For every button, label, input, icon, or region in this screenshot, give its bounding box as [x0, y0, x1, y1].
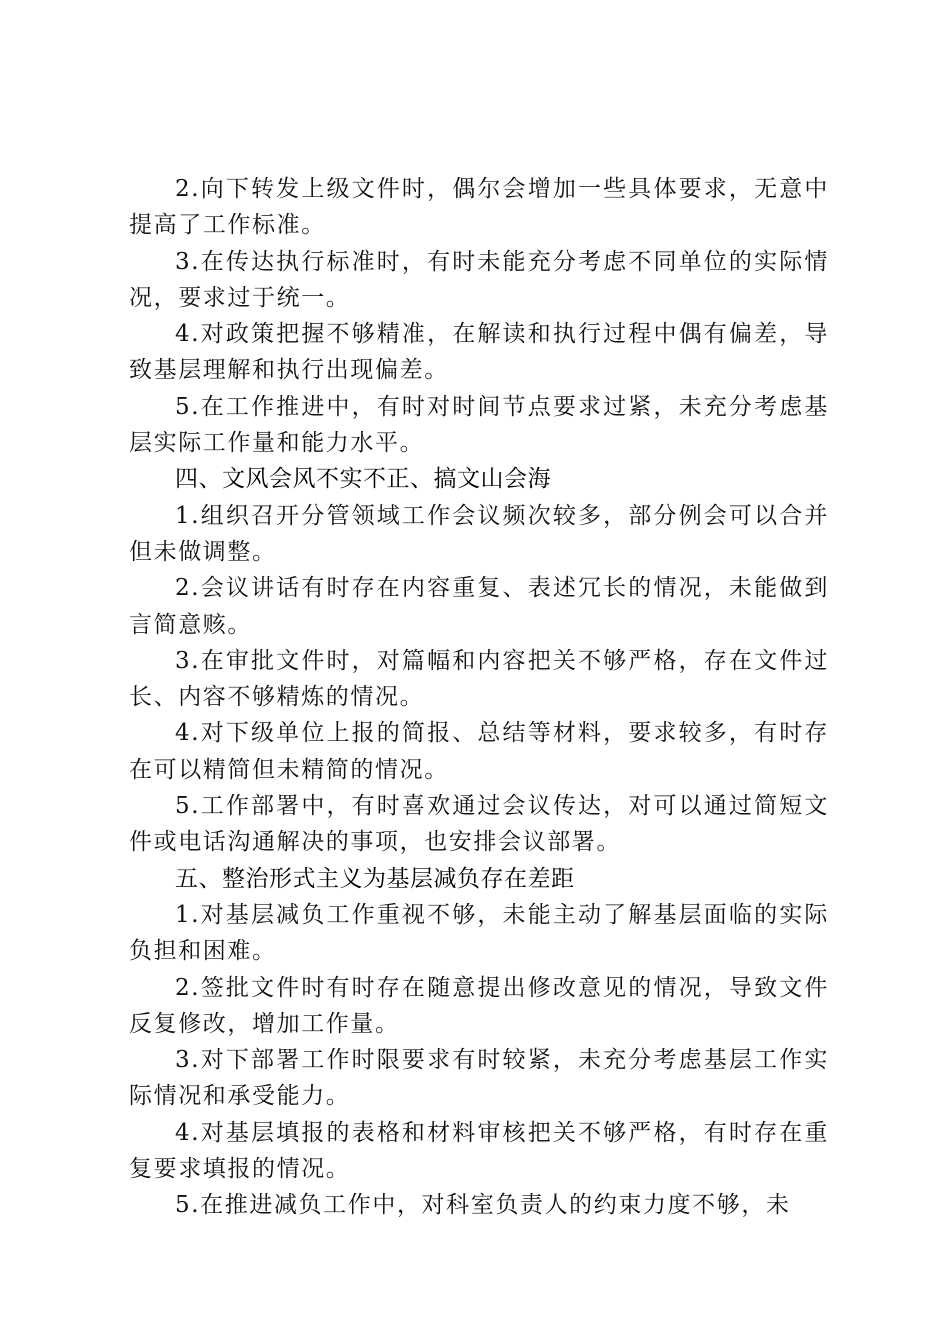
list-item: 4.对基层填报的表格和材料审核把关不够严格，有时存在重复要求填报的情况。	[129, 1119, 829, 1183]
list-item: 4.对下级单位上报的简报、总结等材料，要求较多，有时存在可以精简但未精简的情况。	[129, 720, 829, 783]
list-item: 4.对政策把握不够精准，在解读和执行过程中偶有偏差，导致基层理解和执行出现偏差。	[129, 321, 829, 384]
list-item: 2.会议讲话有时存在内容重复、表述冗长的情况，未能做到言简意赅。	[129, 575, 829, 638]
list-item: 1.对基层减负工作重视不够，未能主动了解基层面临的实际负担和困难。	[129, 901, 829, 965]
document-body	[129, 171, 829, 1224]
list-item: 2.向下转发上级文件时，偶尔会增加一些具体要求，无意中提高了工作标准。	[129, 176, 829, 239]
list-item: 1.组织召开分管领域工作会议频次较多，部分例会可以合并但未做调整。	[129, 502, 829, 565]
list-item: 5.在工作推进中，有时对时间节点要求过紧，未充分考虑基层实际工作量和能力水平。	[129, 393, 829, 457]
list-item: 3.在审批文件时，对篇幅和内容把关不够严格，存在文件过长、内容不够精炼的情况。	[129, 647, 829, 711]
section-heading: 四、文风会风不实不正、搞文山会海	[175, 466, 551, 493]
list-item: 3.对下部署工作时限要求有时较紧，未充分考虑基层工作实际情况和承受能力。	[129, 1047, 829, 1110]
list-item: 5.工作部署中，有时喜欢通过会议传达，对可以通过简短文件或电话沟通解决的事项，也安排会议部署。	[129, 793, 829, 856]
list-item: 2.签批文件时有时存在随意提出修改意见的情况，导致文件反复修改，增加工作量。	[129, 974, 829, 1037]
section-heading: 五、整治形式主义为基层减负存在差距	[175, 865, 575, 892]
list-item: 3.在传达执行标准时，有时未能充分考虑不同单位的实际情况，要求过于统一。	[129, 248, 829, 311]
list-item: 5.在推进减负工作中，对科室负责人的约束力度不够，未	[175, 1192, 791, 1219]
